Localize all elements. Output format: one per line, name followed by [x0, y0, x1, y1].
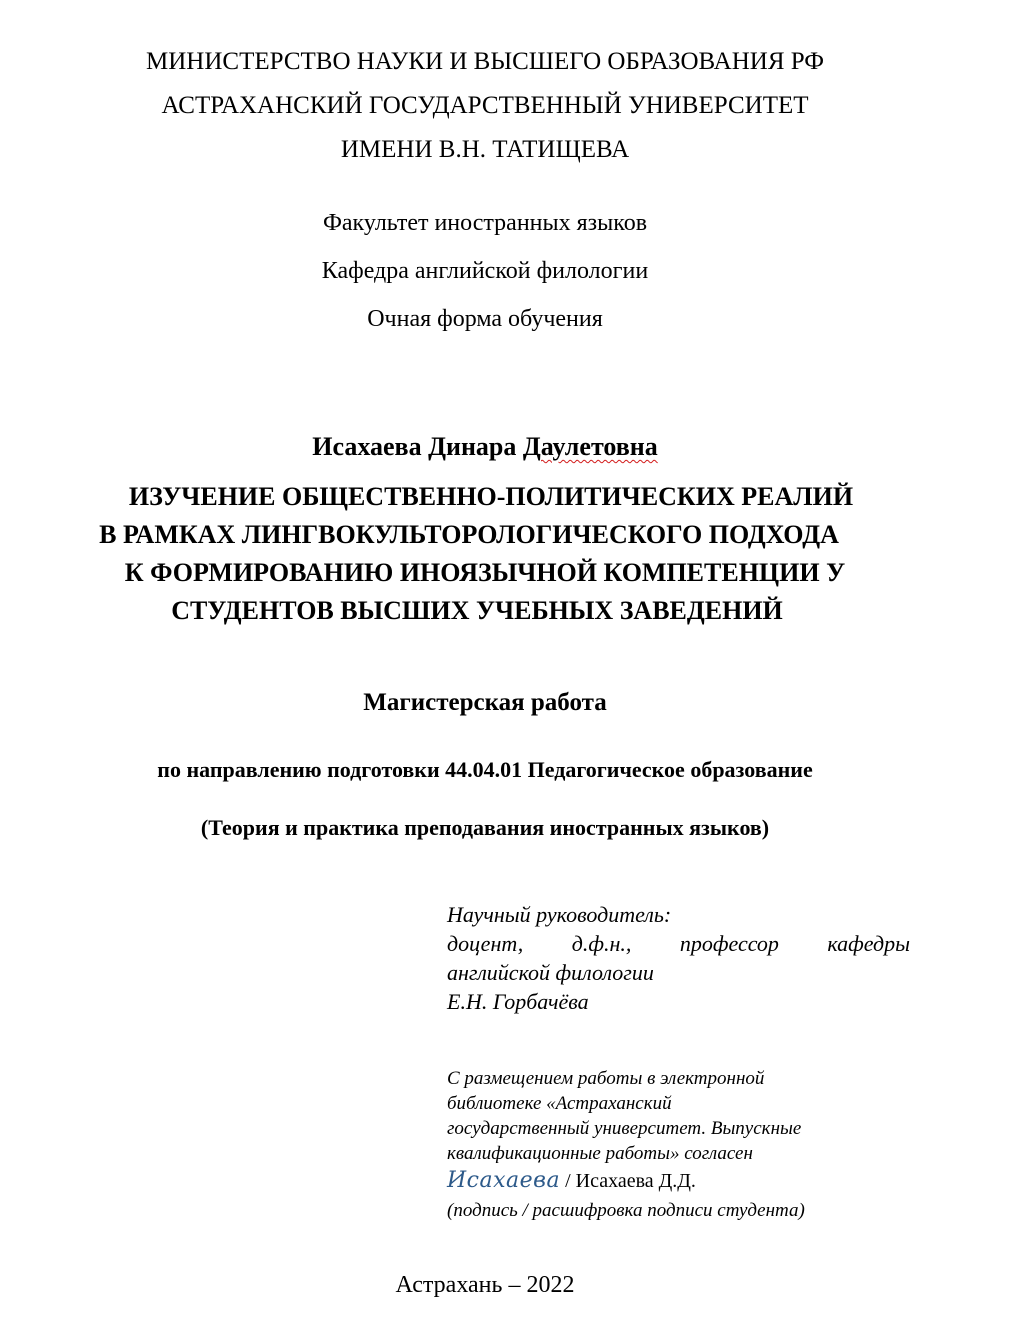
- supervisor-name: Е.Н. Горбачёва: [447, 989, 589, 1014]
- supervisor-position: [447, 929, 910, 958]
- chair-name: Кафедра английской филологии: [321, 258, 649, 284]
- city-year: Астрахань – 2022: [395, 1272, 575, 1298]
- consent-line: государственный университет. Выпускные: [447, 1118, 802, 1139]
- supervisor-position-word: д.ф.н.,: [571, 931, 632, 956]
- signature-row: [447, 1168, 907, 1194]
- study-profile: (Теория и практика преподавания иностранных языков): [200, 815, 770, 840]
- university-name: АСТРАХАНСКИЙ ГОСУДАРСТВЕННЫЙ УНИВЕРСИТЕТ: [161, 92, 809, 119]
- work-type: Магистерская работа: [363, 689, 607, 716]
- author-patronymic: Даулетовна: [522, 432, 658, 461]
- thesis-title-line-1: ИЗУЧЕНИЕ ОБЩЕСТВЕННО-ПОЛИТИЧЕСКИХ РЕАЛИЙ: [128, 482, 854, 511]
- supervisor-position-rest: английской филологии: [447, 960, 654, 985]
- author-name: [0, 432, 970, 462]
- supervisor-position-word: доцент,: [447, 931, 524, 956]
- signature-decoded: / Исахаева Д.Д.: [560, 1170, 696, 1192]
- supervisor-block: [447, 900, 910, 1016]
- author-name-main: Исахаева Динара: [312, 432, 523, 461]
- thesis-title-line-3: К ФОРМИРОВАНИЮ ИНОЯЗЫЧНОЙ КОМПЕТЕНЦИИ У: [124, 558, 846, 587]
- study-form: Очная форма обучения: [367, 306, 603, 332]
- university-named-after: ИМЕНИ В.Н. ТАТИЩЕВА: [340, 136, 630, 163]
- supervisor-label: Научный руководитель:: [447, 902, 672, 927]
- study-direction: по направлению подготовки 44.04.01 Педагогическое образование: [157, 757, 813, 782]
- ministry-name: МИНИСТЕРСТВО НАУКИ И ВЫСШЕГО ОБРАЗОВАНИЯ РФ: [146, 48, 824, 75]
- thesis-title-line-2: В РАМКАХ ЛИНГВОКУЛЬТОРОЛОГИЧЕСКОГО ПОДХОДА: [99, 520, 839, 549]
- supervisor-position-word: профессор: [679, 931, 779, 956]
- consent-line: квалификационные работы» согласен: [447, 1143, 753, 1164]
- supervisor-position-word: кафедры: [827, 931, 910, 956]
- consent-line: библиотеке «Астраханский: [447, 1093, 672, 1114]
- consent-line: С размещением работы в электронной: [447, 1068, 765, 1089]
- student-signature: Исахаева: [447, 1168, 561, 1193]
- consent-block: [447, 1066, 907, 1223]
- thesis-title-line-4: СТУДЕНТОВ ВЫСШИХ УЧЕБНЫХ ЗАВЕДЕНИЙ: [171, 596, 783, 625]
- signature-caption: (подпись / расшифровка подписи студента): [447, 1200, 805, 1221]
- faculty-name: Факультет иностранных языков: [322, 210, 648, 236]
